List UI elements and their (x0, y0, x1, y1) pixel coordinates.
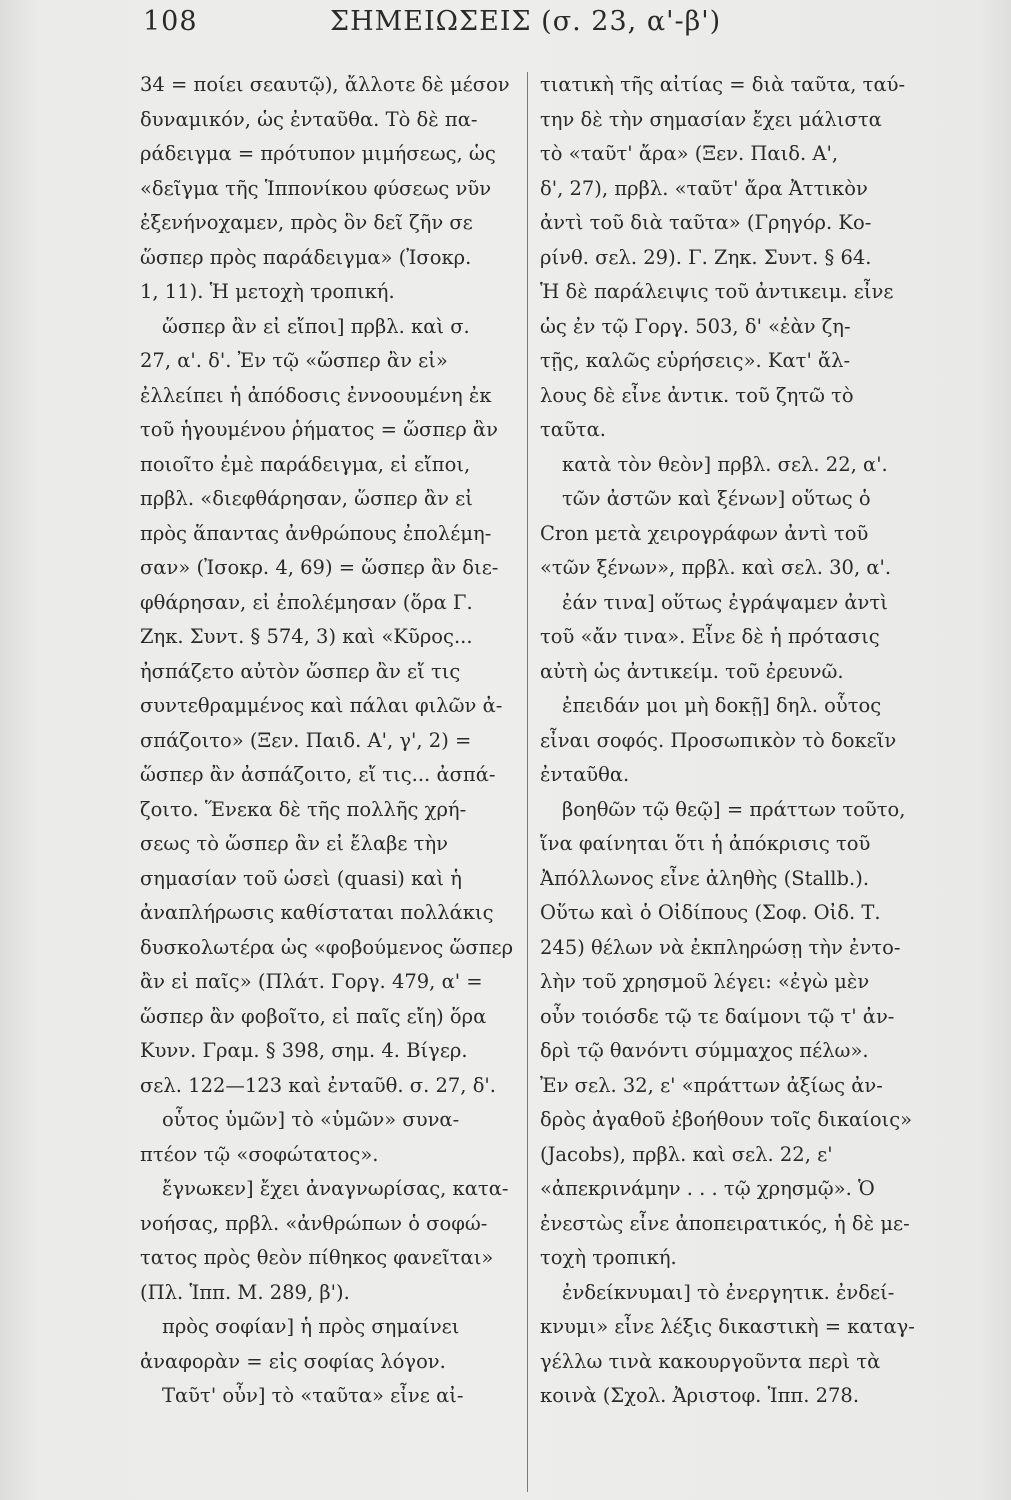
text-line: οὖν τοιόσδε τῷ τε δαίμονι τῷ τ' ἀν- (540, 1004, 895, 1028)
text-line: ἐάν τινα] οὕτως ἐγράψαμεν ἀντὶ (562, 590, 888, 614)
text-line: ἐνταῦθα. (540, 763, 630, 786)
text-line: ταῦτα. (540, 418, 606, 441)
text-line: τοῦ «ἄν τινα». Εἶνε δὲ ἡ πρότασις (540, 625, 880, 648)
text-line: ἐνδείκνυμαι] τὸ ἐνεργητικ. ἐνδεί- (562, 1280, 895, 1304)
text-line: ἔγνωκεν] ἔχει ἀναγνωρίσας, κατα- (162, 1177, 509, 1200)
text-line: ὥσπερ ἂν ἀσπάζοιτο, εἴ τις... ἀσπά- (140, 763, 496, 786)
right-column (540, 68, 920, 1414)
column-divider (527, 72, 528, 1492)
text-line: ἐνεστὼς εἶνε ἀποπειρατικός, ἡ δὲ με- (540, 1211, 910, 1235)
text-line: Ταῦτ' οὖν] τὸ «ταῦτα» εἶνε αἰ- (162, 1384, 464, 1407)
text-line: φθάρησαν, εἰ ἐπολέμησαν (ὅρα Γ. (140, 590, 473, 614)
text-line: κατὰ τὸν θεὸν] πρβλ. σελ. 22, α'. (562, 452, 888, 476)
text-line: σπάζοιτο» (Ξεν. Παιδ. Α', γ', 2) = (140, 728, 472, 752)
text-line: γέλλω τινὰ κακουργοῦντα περὶ τὰ (540, 1349, 881, 1373)
text-line: ζοιτο. Ἕνεκα δὲ τῆς πολλῆς χρή- (140, 797, 467, 821)
text-line: κνυμι» εἶνε λέξις δικαστικὴ = καταγ- (540, 1315, 915, 1338)
text-line: 245) θέλων νὰ ἐκπληρώσῃ τὴν ἐντο- (540, 935, 901, 959)
text-line: «τῶν ξένων», πρβλ. καὶ σελ. 30, α'. (540, 556, 892, 579)
text-line: νοήσας, πρβλ. «ἀνθρώπων ὁ σοφώ- (140, 1211, 488, 1235)
text-line: «ἀπεκρινάμην . . . τῷ χρησμῷ». Ὁ (540, 1177, 875, 1200)
text-line: δρὶ τῷ θανόντι σύμμαχος πέλω». (540, 1039, 869, 1062)
running-head: ΣΗΜΕΙΩΣΕΙΣ (σ. 23, α'-β') (330, 6, 722, 37)
text-line: 1, 11). Ἡ μετοχὴ τροπική. (140, 280, 395, 303)
text-line: συντεθραμμένος καὶ πάλαι φιλῶν ἀ- (140, 694, 503, 717)
text-line: 27, α'. δ'. Ἐν τῷ «ὥσπερ ἂν εἰ» (140, 349, 448, 372)
text-line: Ἀπόλλωνος εἶνε ἀληθὴς (Stallb.). (540, 866, 870, 890)
text-line: λους δὲ εἶνε ἀντικ. τοῦ ζητῶ τὸ (540, 383, 854, 407)
text-line: σαν» (Ἰσοκρ. 4, 69) = ὥσπερ ἂν διε- (140, 556, 499, 579)
text-line: τατος πρὸς θεὸν πίθηκος φανεῖται» (140, 1246, 494, 1269)
text-line: ὥσπερ ἂν εἰ εἴποι] πρβλ. καὶ σ. (162, 314, 470, 338)
page-header (0, 6, 1011, 46)
text-line: δρὸς ἀγαθοῦ ἐβοήθουν τοῖς δικαίοις» (540, 1108, 913, 1131)
text-line: (Jacobs), πρβλ. καὶ σελ. 22, ε' (540, 1142, 833, 1166)
text-line: ἐλλείπει ἡ ἀπόδοσις ἐννοουμένη ἐκ (140, 383, 492, 407)
text-line: ἐπειδάν μοι μὴ δοκῇ] δηλ. οὗτος (562, 694, 882, 717)
text-line: βοηθῶν τῷ θεῷ] = πράττων τοῦτο, (562, 797, 906, 821)
text-line: σημασίαν τοῦ ὡσεὶ (quasi) καὶ ἡ (140, 866, 462, 890)
text-line: ἀντὶ τοῦ διὰ ταῦτα» (Γρηγόρ. Κο- (540, 211, 872, 234)
text-line: ὡς ἐν τῷ Γοργ. 503, δ' «ἐὰν ζη- (540, 314, 851, 338)
text-line: αὐτὴ ὡς ἀντικείμ. τοῦ ἐρευνῶ. (540, 659, 844, 683)
text-line: Οὕτω καὶ ὁ Οἰδίπους (Σοφ. Οἰδ. Τ. (540, 901, 881, 924)
text-line: πρὸς ἅπαντας ἀνθρώπους ἐπολέμη- (140, 521, 492, 545)
text-line: τιατικὴ τῆς αἰτίας = διὰ ταῦτα, ταύ- (540, 73, 906, 96)
text-line: πρὸς σοφίαν] ἡ πρὸς σημαίνει (162, 1315, 460, 1338)
text-line: ράδειγμα = πρότυπον μιμήσεως, ὡς (140, 142, 496, 165)
text-line: ἀναπλήρωσις καθίσταται πολλάκις (140, 901, 494, 924)
text-line: ἐξενήνοχαμεν, πρὸς ὃν δεῖ ζῆν σε (140, 211, 473, 234)
text-line: ἵνα φαίνηται ὅτι ἡ ἀπόκρισις τοῦ (540, 832, 871, 855)
text-line: τῶν ἀστῶν καὶ ξένων] οὕτως ὁ (562, 487, 871, 510)
text-line: τὸ «ταῦτ' ἄρα» (Ξεν. Παιδ. Α', (540, 142, 839, 165)
text-line: ὥσπερ ἂν φοβοῖτο, εἰ παῖς εἴη) ὅρα (140, 1004, 487, 1028)
text-line: Ἐν σελ. 32, ε' «πράττων ἀξίως ἀν- (540, 1073, 883, 1097)
text-line: σεως τὸ ὥσπερ ἂν εἰ ἔλαβε τὴν (140, 832, 449, 855)
text-line: δυναμικόν, ὡς ἐνταῦθα. Τὸ δὲ πα- (140, 107, 478, 131)
text-line: ποιοῖτο ἐμὲ παράδειγμα, εἰ εἴποι, (140, 452, 471, 476)
text-line: 34 = ποίει σεαυτῷ), ἄλλοτε δὲ μέσον (140, 73, 510, 96)
text-line: ἠσπάζετο αὐτὸν ὥσπερ ἂν εἴ τις (140, 659, 461, 683)
text-line: ἂν εἰ παῖς» (Πλάτ. Γοργ. 479, α' = (140, 970, 483, 993)
text-line: ἀναφορὰν = εἰς σοφίας λόγον. (140, 1349, 446, 1373)
text-line: πτέον τῷ «σοφώτατος». (140, 1142, 379, 1166)
text-line: εἶναι σοφός. Προσωπικὸν τὸ δοκεῖν (540, 728, 897, 752)
page-number: 108 (143, 6, 198, 37)
text-line: (Πλ. Ἱππ. Μ. 289, β'). (140, 1280, 350, 1304)
text-line: τοχὴ τροπική. (540, 1246, 677, 1269)
text-line: λὴν τοῦ χρησμοῦ λέγει: «ἐγὼ μὲν (540, 970, 870, 993)
text-line: Ζηκ. Συντ. § 574, 3) καὶ «Κῦρος... (140, 625, 473, 648)
text-line: δυσκολωτέρα ὡς «φοβούμενος ὥσπερ (140, 935, 514, 959)
text-line: ὥσπερ πρὸς παράδειγμα» (Ἰσοκρ. (140, 245, 472, 269)
text-line: Ἡ δὲ παράλειψις τοῦ ἀντικειμ. εἶνε (540, 280, 894, 303)
text-line: τοῦ ἡγουμένου ῥήματος = ὥσπερ ἂν (140, 418, 498, 441)
left-column (140, 68, 520, 1414)
text-line: δ', 27), πρβλ. «ταῦτ' ἄρα Ἀττικὸν (540, 176, 868, 200)
text-line: ρίνθ. σελ. 29). Γ. Ζηκ. Συντ. § 64. (540, 245, 872, 269)
text-line: Κυνν. Γραμ. § 398, σημ. 4. Βίγερ. (140, 1039, 468, 1062)
text-line: σελ. 122—123 καὶ ἐνταῦθ. σ. 27, δ'. (140, 1073, 496, 1097)
text-line: «δεῖγμα τῆς Ἱππονίκου φύσεως νῦν (140, 176, 492, 200)
text-line: κοινὰ (Σχολ. Ἀριστοφ. Ἱππ. 278. (540, 1384, 860, 1407)
text-line: οὗτος ὑμῶν] τὸ «ὑμῶν» συνα- (162, 1108, 460, 1131)
text-line: Cron μετὰ χειρογράφων ἀντὶ τοῦ (540, 521, 869, 545)
text-line: την δὲ τὴν σημασίαν ἔχει μάλιστα (540, 107, 882, 131)
text-line: πρβλ. «διεφθάρησαν, ὥσπερ ἂν εἰ (140, 487, 473, 510)
text-line: τῇς, καλῶς εὑρήσεις». Κατ' ἄλ- (540, 349, 851, 372)
